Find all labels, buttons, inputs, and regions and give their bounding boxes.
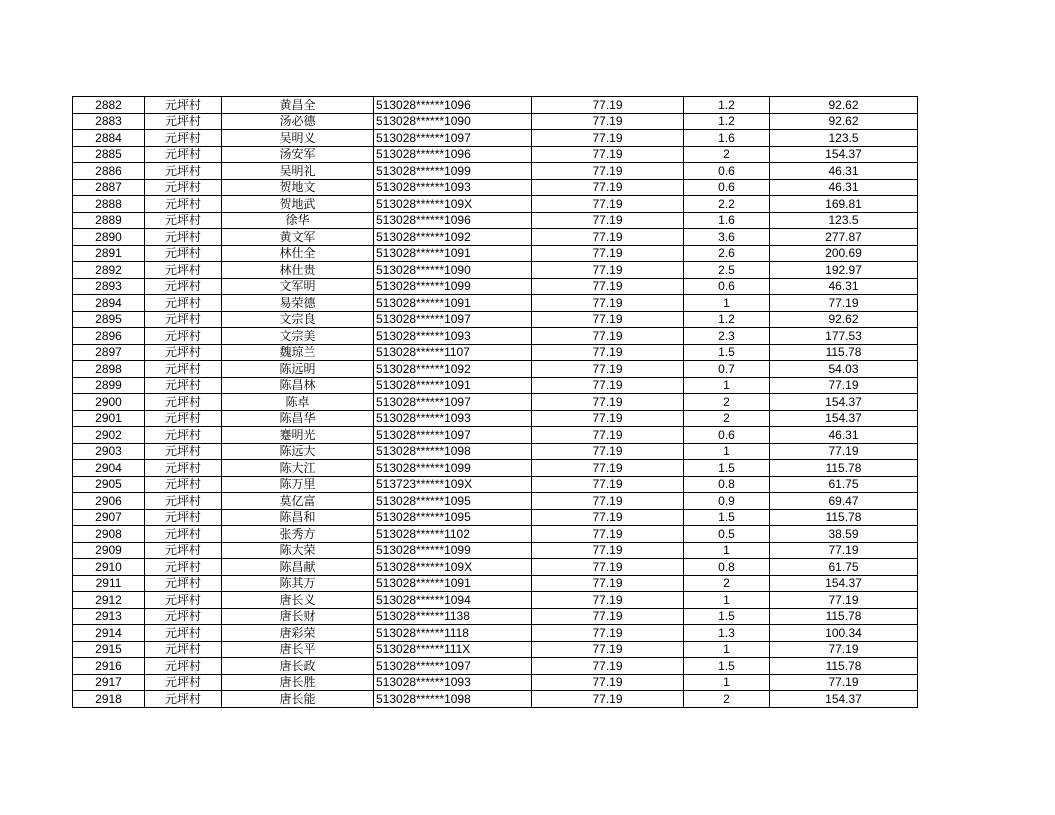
table-row bbox=[73, 97, 918, 114]
table-row bbox=[73, 658, 918, 675]
price-cell: 77.19 bbox=[532, 559, 684, 576]
village-cell: 元坪村 bbox=[145, 559, 222, 576]
id-number-cell: 513028******1099 bbox=[374, 460, 532, 477]
village-cell: 元坪村 bbox=[145, 427, 222, 444]
area-cell: 2.2 bbox=[684, 196, 770, 213]
amount-cell: 154.37 bbox=[770, 394, 918, 411]
price-cell: 77.19 bbox=[532, 427, 684, 444]
amount-cell: 115.78 bbox=[770, 608, 918, 625]
row-number-cell: 2888 bbox=[73, 196, 145, 213]
area-cell: 2.6 bbox=[684, 245, 770, 262]
price-cell: 77.19 bbox=[532, 130, 684, 147]
village-cell: 元坪村 bbox=[145, 229, 222, 246]
name-cell: 汤安军 bbox=[222, 146, 374, 163]
row-number-cell: 2900 bbox=[73, 394, 145, 411]
id-number-cell: 513028******1090 bbox=[374, 262, 532, 279]
village-cell: 元坪村 bbox=[145, 575, 222, 592]
area-cell: 1 bbox=[684, 377, 770, 394]
village-cell: 元坪村 bbox=[145, 526, 222, 543]
price-cell: 77.19 bbox=[532, 278, 684, 295]
village-cell: 元坪村 bbox=[145, 179, 222, 196]
row-number-cell: 2912 bbox=[73, 592, 145, 609]
name-cell: 陈卓 bbox=[222, 394, 374, 411]
id-number-cell: 513028******1093 bbox=[374, 179, 532, 196]
amount-cell: 77.19 bbox=[770, 542, 918, 559]
village-cell: 元坪村 bbox=[145, 344, 222, 361]
price-cell: 77.19 bbox=[532, 542, 684, 559]
table-row bbox=[73, 361, 918, 378]
id-number-cell: 513028******1094 bbox=[374, 592, 532, 609]
row-number-cell: 2916 bbox=[73, 658, 145, 675]
row-number-cell: 2911 bbox=[73, 575, 145, 592]
id-number-cell: 513028******1102 bbox=[374, 526, 532, 543]
row-number-cell: 2892 bbox=[73, 262, 145, 279]
price-cell: 77.19 bbox=[532, 295, 684, 312]
area-cell: 2.5 bbox=[684, 262, 770, 279]
table-row bbox=[73, 295, 918, 312]
amount-cell: 277.87 bbox=[770, 229, 918, 246]
area-cell: 0.6 bbox=[684, 278, 770, 295]
price-cell: 77.19 bbox=[532, 361, 684, 378]
row-number-cell: 2894 bbox=[73, 295, 145, 312]
amount-cell: 77.19 bbox=[770, 641, 918, 658]
data-table bbox=[72, 96, 918, 708]
row-number-cell: 2893 bbox=[73, 278, 145, 295]
id-number-cell: 513028******111X bbox=[374, 641, 532, 658]
name-cell: 魏琼兰 bbox=[222, 344, 374, 361]
table-row bbox=[73, 394, 918, 411]
amount-cell: 77.19 bbox=[770, 592, 918, 609]
name-cell: 陈其万 bbox=[222, 575, 374, 592]
name-cell: 陈昌华 bbox=[222, 410, 374, 427]
village-cell: 元坪村 bbox=[145, 97, 222, 114]
id-number-cell: 513028******1093 bbox=[374, 328, 532, 345]
village-cell: 元坪村 bbox=[145, 361, 222, 378]
price-cell: 77.19 bbox=[532, 476, 684, 493]
table-row bbox=[73, 674, 918, 691]
price-cell: 77.19 bbox=[532, 196, 684, 213]
name-cell: 张秀方 bbox=[222, 526, 374, 543]
name-cell: 陈远大 bbox=[222, 443, 374, 460]
id-number-cell: 513028******1099 bbox=[374, 163, 532, 180]
name-cell: 贺地武 bbox=[222, 196, 374, 213]
table-row bbox=[73, 130, 918, 147]
village-cell: 元坪村 bbox=[145, 130, 222, 147]
price-cell: 77.19 bbox=[532, 443, 684, 460]
name-cell: 黄昌全 bbox=[222, 97, 374, 114]
amount-cell: 92.62 bbox=[770, 113, 918, 130]
row-number-cell: 2903 bbox=[73, 443, 145, 460]
price-cell: 77.19 bbox=[532, 608, 684, 625]
amount-cell: 46.31 bbox=[770, 278, 918, 295]
price-cell: 77.19 bbox=[532, 592, 684, 609]
area-cell: 1.2 bbox=[684, 113, 770, 130]
area-cell: 1 bbox=[684, 641, 770, 658]
area-cell: 0.8 bbox=[684, 559, 770, 576]
amount-cell: 154.37 bbox=[770, 575, 918, 592]
id-number-cell: 513028******1092 bbox=[374, 229, 532, 246]
price-cell: 77.19 bbox=[532, 526, 684, 543]
name-cell: 吴明义 bbox=[222, 130, 374, 147]
name-cell: 林仕贵 bbox=[222, 262, 374, 279]
id-number-cell: 513028******1095 bbox=[374, 493, 532, 510]
price-cell: 77.19 bbox=[532, 212, 684, 229]
area-cell: 1.5 bbox=[684, 509, 770, 526]
name-cell: 唐长平 bbox=[222, 641, 374, 658]
id-number-cell: 513028******1099 bbox=[374, 542, 532, 559]
table-row bbox=[73, 460, 918, 477]
name-cell: 吴明礼 bbox=[222, 163, 374, 180]
price-cell: 77.19 bbox=[532, 625, 684, 642]
area-cell: 1.5 bbox=[684, 344, 770, 361]
row-number-cell: 2918 bbox=[73, 691, 145, 708]
village-cell: 元坪村 bbox=[145, 410, 222, 427]
amount-cell: 77.19 bbox=[770, 674, 918, 691]
price-cell: 77.19 bbox=[532, 229, 684, 246]
id-number-cell: 513028******1093 bbox=[374, 410, 532, 427]
village-cell: 元坪村 bbox=[145, 295, 222, 312]
village-cell: 元坪村 bbox=[145, 592, 222, 609]
id-number-cell: 513028******109X bbox=[374, 196, 532, 213]
name-cell: 莫亿富 bbox=[222, 493, 374, 510]
table-row bbox=[73, 427, 918, 444]
row-number-cell: 2913 bbox=[73, 608, 145, 625]
area-cell: 1.5 bbox=[684, 608, 770, 625]
row-number-cell: 2882 bbox=[73, 97, 145, 114]
price-cell: 77.19 bbox=[532, 97, 684, 114]
id-number-cell: 513028******1097 bbox=[374, 311, 532, 328]
area-cell: 1.5 bbox=[684, 460, 770, 477]
price-cell: 77.19 bbox=[532, 262, 684, 279]
row-number-cell: 2885 bbox=[73, 146, 145, 163]
area-cell: 1 bbox=[684, 674, 770, 691]
amount-cell: 154.37 bbox=[770, 691, 918, 708]
amount-cell: 61.75 bbox=[770, 559, 918, 576]
price-cell: 77.19 bbox=[532, 311, 684, 328]
area-cell: 0.7 bbox=[684, 361, 770, 378]
amount-cell: 100.34 bbox=[770, 625, 918, 642]
village-cell: 元坪村 bbox=[145, 674, 222, 691]
area-cell: 1.6 bbox=[684, 130, 770, 147]
row-number-cell: 2895 bbox=[73, 311, 145, 328]
name-cell: 唐长能 bbox=[222, 691, 374, 708]
amount-cell: 177.53 bbox=[770, 328, 918, 345]
table-row bbox=[73, 229, 918, 246]
price-cell: 77.19 bbox=[532, 377, 684, 394]
amount-cell: 123.5 bbox=[770, 212, 918, 229]
name-cell: 汤必德 bbox=[222, 113, 374, 130]
table-row bbox=[73, 691, 918, 708]
amount-cell: 154.37 bbox=[770, 410, 918, 427]
row-number-cell: 2901 bbox=[73, 410, 145, 427]
name-cell: 唐长政 bbox=[222, 658, 374, 675]
id-number-cell: 513028******1096 bbox=[374, 97, 532, 114]
village-cell: 元坪村 bbox=[145, 691, 222, 708]
table-row bbox=[73, 311, 918, 328]
id-number-cell: 513028******1090 bbox=[374, 113, 532, 130]
price-cell: 77.19 bbox=[532, 575, 684, 592]
amount-cell: 200.69 bbox=[770, 245, 918, 262]
price-cell: 77.19 bbox=[532, 658, 684, 675]
id-number-cell: 513028******1099 bbox=[374, 278, 532, 295]
area-cell: 2 bbox=[684, 691, 770, 708]
village-cell: 元坪村 bbox=[145, 460, 222, 477]
row-number-cell: 2896 bbox=[73, 328, 145, 345]
village-cell: 元坪村 bbox=[145, 509, 222, 526]
village-cell: 元坪村 bbox=[145, 377, 222, 394]
row-number-cell: 2906 bbox=[73, 493, 145, 510]
price-cell: 77.19 bbox=[532, 146, 684, 163]
name-cell: 陈万里 bbox=[222, 476, 374, 493]
name-cell: 陈大江 bbox=[222, 460, 374, 477]
name-cell: 唐长义 bbox=[222, 592, 374, 609]
id-number-cell: 513028******1097 bbox=[374, 394, 532, 411]
area-cell: 1 bbox=[684, 592, 770, 609]
price-cell: 77.19 bbox=[532, 493, 684, 510]
row-number-cell: 2904 bbox=[73, 460, 145, 477]
id-number-cell: 513028******1097 bbox=[374, 130, 532, 147]
id-number-cell: 513028******1092 bbox=[374, 361, 532, 378]
village-cell: 元坪村 bbox=[145, 658, 222, 675]
table-row bbox=[73, 179, 918, 196]
row-number-cell: 2908 bbox=[73, 526, 145, 543]
row-number-cell: 2898 bbox=[73, 361, 145, 378]
amount-cell: 115.78 bbox=[770, 460, 918, 477]
village-cell: 元坪村 bbox=[145, 608, 222, 625]
table-row bbox=[73, 493, 918, 510]
price-cell: 77.19 bbox=[532, 179, 684, 196]
price-cell: 77.19 bbox=[532, 509, 684, 526]
amount-cell: 115.78 bbox=[770, 509, 918, 526]
price-cell: 77.19 bbox=[532, 394, 684, 411]
row-number-cell: 2891 bbox=[73, 245, 145, 262]
price-cell: 77.19 bbox=[532, 163, 684, 180]
id-number-cell: 513028******1096 bbox=[374, 212, 532, 229]
id-number-cell: 513028******1097 bbox=[374, 427, 532, 444]
table-row bbox=[73, 559, 918, 576]
village-cell: 元坪村 bbox=[145, 542, 222, 559]
id-number-cell: 513028******109X bbox=[374, 559, 532, 576]
price-cell: 77.19 bbox=[532, 328, 684, 345]
row-number-cell: 2899 bbox=[73, 377, 145, 394]
area-cell: 1.6 bbox=[684, 212, 770, 229]
row-number-cell: 2887 bbox=[73, 179, 145, 196]
village-cell: 元坪村 bbox=[145, 625, 222, 642]
name-cell: 陈大荣 bbox=[222, 542, 374, 559]
area-cell: 0.5 bbox=[684, 526, 770, 543]
name-cell: 文宗良 bbox=[222, 311, 374, 328]
id-number-cell: 513028******1091 bbox=[374, 245, 532, 262]
table-row bbox=[73, 262, 918, 279]
amount-cell: 77.19 bbox=[770, 377, 918, 394]
table-row bbox=[73, 344, 918, 361]
area-cell: 1 bbox=[684, 542, 770, 559]
id-number-cell: 513028******1118 bbox=[374, 625, 532, 642]
table-row bbox=[73, 196, 918, 213]
village-cell: 元坪村 bbox=[145, 443, 222, 460]
table-row bbox=[73, 542, 918, 559]
name-cell: 林仕全 bbox=[222, 245, 374, 262]
amount-cell: 77.19 bbox=[770, 443, 918, 460]
village-cell: 元坪村 bbox=[145, 641, 222, 658]
name-cell: 陈昌和 bbox=[222, 509, 374, 526]
name-cell: 陈昌献 bbox=[222, 559, 374, 576]
amount-cell: 115.78 bbox=[770, 344, 918, 361]
name-cell: 文军明 bbox=[222, 278, 374, 295]
id-number-cell: 513028******1091 bbox=[374, 295, 532, 312]
name-cell: 黄文军 bbox=[222, 229, 374, 246]
village-cell: 元坪村 bbox=[145, 262, 222, 279]
village-cell: 元坪村 bbox=[145, 196, 222, 213]
name-cell: 唐长胜 bbox=[222, 674, 374, 691]
row-number-cell: 2884 bbox=[73, 130, 145, 147]
table-body bbox=[73, 97, 918, 708]
area-cell: 1.3 bbox=[684, 625, 770, 642]
name-cell: 唐长财 bbox=[222, 608, 374, 625]
row-number-cell: 2910 bbox=[73, 559, 145, 576]
amount-cell: 192.97 bbox=[770, 262, 918, 279]
name-cell: 唐彩荣 bbox=[222, 625, 374, 642]
price-cell: 77.19 bbox=[532, 113, 684, 130]
name-cell: 徐华 bbox=[222, 212, 374, 229]
area-cell: 2.3 bbox=[684, 328, 770, 345]
row-number-cell: 2886 bbox=[73, 163, 145, 180]
id-number-cell: 513028******1138 bbox=[374, 608, 532, 625]
amount-cell: 69.47 bbox=[770, 493, 918, 510]
id-number-cell: 513028******1098 bbox=[374, 691, 532, 708]
row-number-cell: 2915 bbox=[73, 641, 145, 658]
area-cell: 2 bbox=[684, 575, 770, 592]
table-row bbox=[73, 278, 918, 295]
village-cell: 元坪村 bbox=[145, 311, 222, 328]
amount-cell: 38.59 bbox=[770, 526, 918, 543]
table-row bbox=[73, 592, 918, 609]
amount-cell: 123.5 bbox=[770, 130, 918, 147]
name-cell: 文宗美 bbox=[222, 328, 374, 345]
area-cell: 1.2 bbox=[684, 97, 770, 114]
table-row bbox=[73, 509, 918, 526]
village-cell: 元坪村 bbox=[145, 245, 222, 262]
amount-cell: 46.31 bbox=[770, 163, 918, 180]
row-number-cell: 2909 bbox=[73, 542, 145, 559]
name-cell: 蹇明光 bbox=[222, 427, 374, 444]
name-cell: 陈远明 bbox=[222, 361, 374, 378]
table-row bbox=[73, 443, 918, 460]
id-number-cell: 513028******1098 bbox=[374, 443, 532, 460]
name-cell: 贺地文 bbox=[222, 179, 374, 196]
amount-cell: 46.31 bbox=[770, 427, 918, 444]
name-cell: 陈昌林 bbox=[222, 377, 374, 394]
area-cell: 2 bbox=[684, 146, 770, 163]
table-row bbox=[73, 476, 918, 493]
area-cell: 1 bbox=[684, 443, 770, 460]
area-cell: 2 bbox=[684, 394, 770, 411]
table-row bbox=[73, 113, 918, 130]
row-number-cell: 2917 bbox=[73, 674, 145, 691]
area-cell: 3.6 bbox=[684, 229, 770, 246]
row-number-cell: 2883 bbox=[73, 113, 145, 130]
area-cell: 0.9 bbox=[684, 493, 770, 510]
price-cell: 77.19 bbox=[532, 641, 684, 658]
table-row bbox=[73, 328, 918, 345]
name-cell: 易荣德 bbox=[222, 295, 374, 312]
row-number-cell: 2905 bbox=[73, 476, 145, 493]
amount-cell: 77.19 bbox=[770, 295, 918, 312]
amount-cell: 46.31 bbox=[770, 179, 918, 196]
price-cell: 77.19 bbox=[532, 691, 684, 708]
area-cell: 1.2 bbox=[684, 311, 770, 328]
area-cell: 1.5 bbox=[684, 658, 770, 675]
table-row bbox=[73, 212, 918, 229]
village-cell: 元坪村 bbox=[145, 146, 222, 163]
table-row bbox=[73, 526, 918, 543]
id-number-cell: 513028******1091 bbox=[374, 377, 532, 394]
village-cell: 元坪村 bbox=[145, 113, 222, 130]
table-row bbox=[73, 641, 918, 658]
village-cell: 元坪村 bbox=[145, 163, 222, 180]
price-cell: 77.19 bbox=[532, 460, 684, 477]
area-cell: 0.8 bbox=[684, 476, 770, 493]
amount-cell: 92.62 bbox=[770, 97, 918, 114]
table-row bbox=[73, 625, 918, 642]
area-cell: 0.6 bbox=[684, 179, 770, 196]
row-number-cell: 2889 bbox=[73, 212, 145, 229]
table-row bbox=[73, 163, 918, 180]
village-cell: 元坪村 bbox=[145, 212, 222, 229]
table-row bbox=[73, 245, 918, 262]
village-cell: 元坪村 bbox=[145, 476, 222, 493]
row-number-cell: 2897 bbox=[73, 344, 145, 361]
amount-cell: 115.78 bbox=[770, 658, 918, 675]
row-number-cell: 2902 bbox=[73, 427, 145, 444]
area-cell: 0.6 bbox=[684, 427, 770, 444]
table-row bbox=[73, 377, 918, 394]
table-row bbox=[73, 410, 918, 427]
table-row bbox=[73, 608, 918, 625]
price-cell: 77.19 bbox=[532, 674, 684, 691]
price-cell: 77.19 bbox=[532, 410, 684, 427]
id-number-cell: 513028******1095 bbox=[374, 509, 532, 526]
id-number-cell: 513028******1093 bbox=[374, 674, 532, 691]
amount-cell: 169.81 bbox=[770, 196, 918, 213]
id-number-cell: 513028******1091 bbox=[374, 575, 532, 592]
amount-cell: 54.03 bbox=[770, 361, 918, 378]
area-cell: 1 bbox=[684, 295, 770, 312]
table-row bbox=[73, 575, 918, 592]
village-cell: 元坪村 bbox=[145, 328, 222, 345]
price-cell: 77.19 bbox=[532, 245, 684, 262]
id-number-cell: 513028******1096 bbox=[374, 146, 532, 163]
village-cell: 元坪村 bbox=[145, 394, 222, 411]
row-number-cell: 2907 bbox=[73, 509, 145, 526]
id-number-cell: 513723******109X bbox=[374, 476, 532, 493]
area-cell: 0.6 bbox=[684, 163, 770, 180]
area-cell: 2 bbox=[684, 410, 770, 427]
table-row bbox=[73, 146, 918, 163]
row-number-cell: 2914 bbox=[73, 625, 145, 642]
amount-cell: 92.62 bbox=[770, 311, 918, 328]
amount-cell: 61.75 bbox=[770, 476, 918, 493]
id-number-cell: 513028******1107 bbox=[374, 344, 532, 361]
village-cell: 元坪村 bbox=[145, 493, 222, 510]
village-cell: 元坪村 bbox=[145, 278, 222, 295]
price-cell: 77.19 bbox=[532, 344, 684, 361]
amount-cell: 154.37 bbox=[770, 146, 918, 163]
id-number-cell: 513028******1097 bbox=[374, 658, 532, 675]
row-number-cell: 2890 bbox=[73, 229, 145, 246]
